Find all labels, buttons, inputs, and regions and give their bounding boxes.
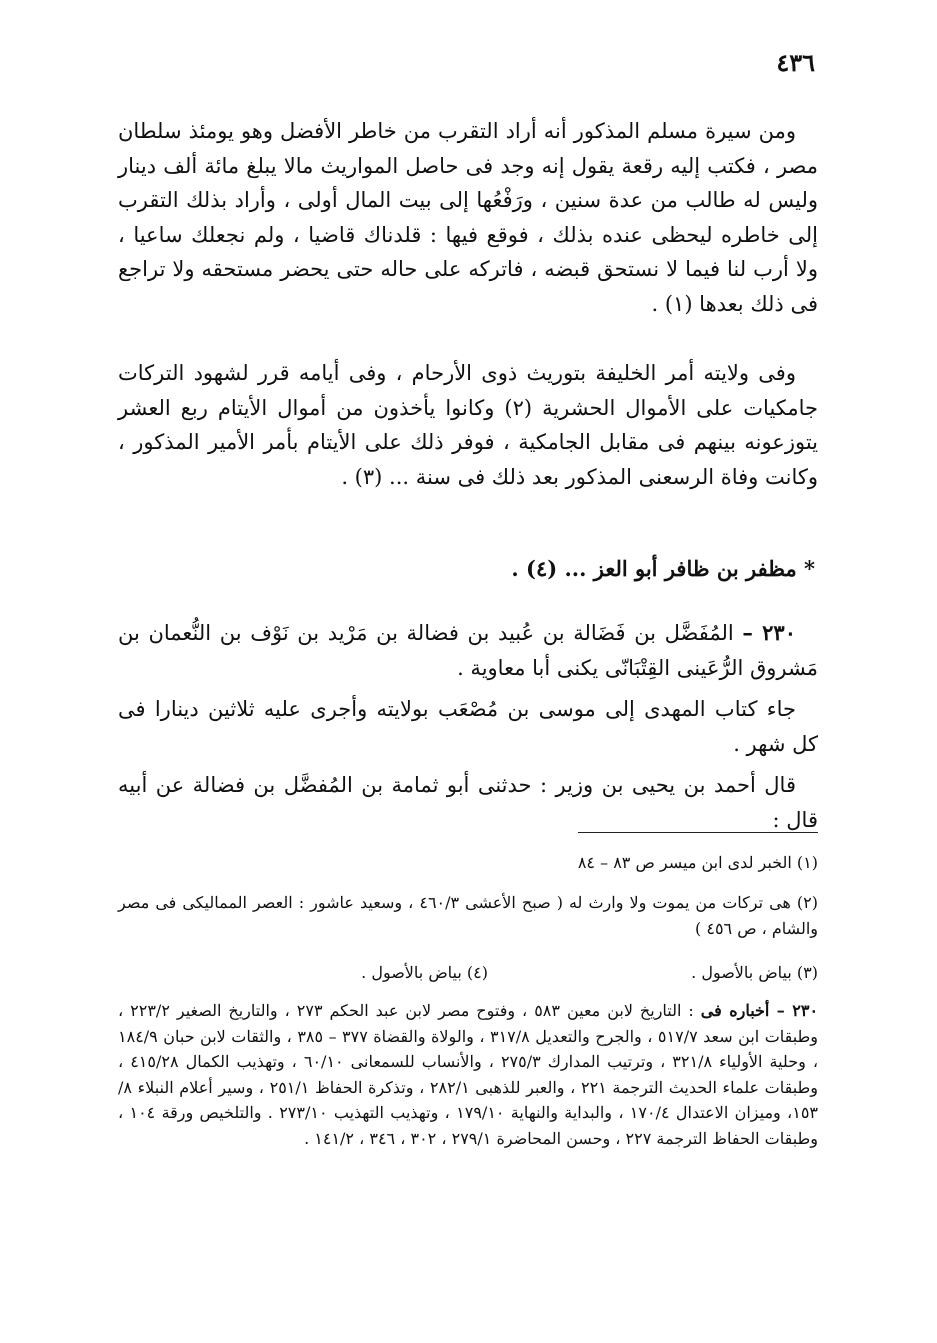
paragraph-appointment (118, 692, 818, 761)
paragraph-narration (118, 768, 818, 837)
footnote-divider (578, 832, 818, 833)
paragraph-text: ومن سيرة مسلم المذكور أنه أراد التقرب من خاطر الأفضل وهو يومئذ سلطان مصر ، فكتب إليه رقعة يقول إنه وجد فى حاصل المواريث مالا يبلغ مائة ألف دينار وليس له طالب من عدة سنين ، ورَفْعُها إلى بيت المال أولى ، وأراد بذلك التقرب إلى خاطره ليحظى عنده بذلك ، فوقع فيها : قلدناك قاضيا ، ولم نجعلك ساعيا ، ولا أرب لنا فيما لا نستحق قبضه ، فاتركه على حاله حتى يحضر مستحقه ولا تراجع فى ذلك بعدها (١) . (118, 119, 818, 316)
entry-230-text (118, 616, 818, 685)
paragraph-text: جاء كتاب المهدى إلى موسى بن مُصْعَب بولايته وأجرى عليه ثلاثين دينارا فى كل شهر . (118, 697, 818, 756)
footnote-entry-230-sources (118, 998, 818, 1151)
entry-number: ٢٣٠ – (742, 620, 796, 645)
footnote-2 (118, 890, 818, 941)
footnote-4: (٤) بياض بالأصول . (361, 963, 488, 982)
entry-name-text: المُفَضَّل بن فَضَالة بن عُبيد بن فضالة بن مَرْيد بن نَوْف بن النُّعمان بن مَشروق الرُّعَينى القِتْبَانّى يكنى أبا معاوية . (118, 621, 818, 680)
entry-heading-muzaffar: * مظفر بن ظافر أبو العز ... (٤) . (511, 556, 815, 581)
paragraph-text: وفى ولايته أمر الخليفة بتوريث ذوى الأرحام ، وفى أيامه قرر لشهود التركات جامكيات على الأموال الحشرية (٢) وكانوا يأخذون من أموال الأيتام ربع العشر يتوزعونه بينهم فى مقابل الجامكية ، فوفر ذلك على الأيتام بأمر الأمير المذكور ، وكانت وفاة الرسعنى المذكور بعد ذلك فى سنة ... (٣) . (118, 361, 819, 489)
paragraph-muslim-biography (118, 114, 818, 321)
footnote-sources: : التاريخ لابن معين ٥٨٣ ، وفتوح مصر لابن عبد الحكم ٢٧٣ ، والتاريخ الصغير ٢٢٣/٢ ، وطبقات ابن سعد ٥١٧/٧ ، والجرح والتعديل ٣١٧/٨ ، والولاة والقضاة ٣٧٧ – ٣٨٥ ، والثقات لابن حبان ١٨٤/٩ ، وحلية الأولياء ٣٢١/٨ ، وترتيب المدارك ٢٧٥/٣ ، والأنساب للسمعانى ٦٠/١٠ ، وتهذيب الكمال ٤١٥/٢٨ ، وطبقات علماء الحديث الترجمة ٢٢١ ، والعبر للذهبى ٢٨٢/١ ، وتذكرة الحفاظ ٢٥١/١ ، وسير أعلام النبلاء ٨/ ١٥٣، وميزان الاعتدال ١٧٠/٤ ، والبداية والنهاية ١٧٩/١٠ ، وتهذيب التهذيب ٢٧٣/١٠ . والتلخيص ورقة ١٠٤ ، وطبقات الحفاظ الترجمة ٢٢٧ ، وحسن المحاضرة ٢٧٩/١ ، ٣٠٢ ، ٣٤٦ ، ١٤١/٢ . (118, 1001, 819, 1148)
footnotes-3-4 (118, 960, 818, 986)
footnote-sources-text (118, 998, 818, 1151)
entry-230-title (118, 616, 818, 685)
paragraph-text: قال أحمد بن يحيى بن وزير : حدثنى أبو ثمامة بن المُفضَّل بن فضالة عن أبيه قال : (118, 773, 818, 832)
footnote-lead: ٢٣٠ – أخباره فى (700, 1001, 819, 1020)
footnote-text: (١) الخبر لدى ابن ميسر ص ٨٣ – ٨٤ (577, 853, 818, 872)
footnote-text: (٢) هى تركات من يموت ولا وارث له ( صبح الأعشى ٤٦٠/٣ ، وسعيد عاشور : العصر المماليكى فى مصر والشام ، ص ٤٥٦ ) (118, 893, 818, 938)
page-number: ٤٣٦ (776, 48, 815, 77)
footnote-3: (٣) بياض بالأصول . (691, 963, 818, 982)
footnote-1 (118, 850, 818, 876)
paragraph-inheritance-ruling (118, 356, 818, 494)
